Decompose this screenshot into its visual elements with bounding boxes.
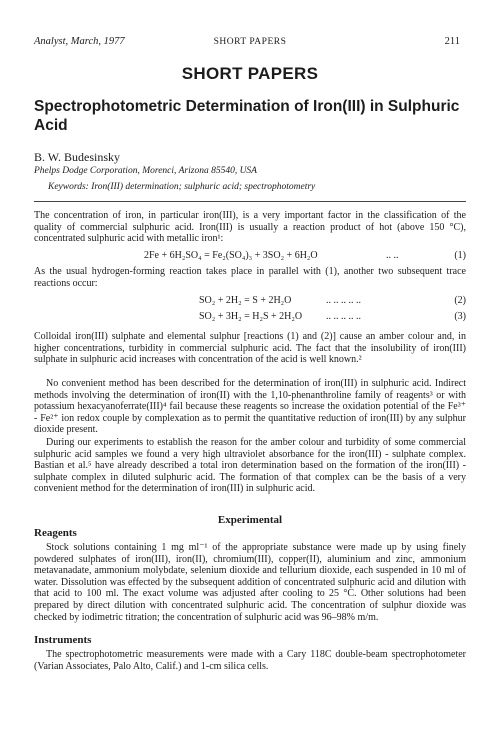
paragraph-intro: The concentration of iron, in particular iron(III), is a very important factor in the classification of the quality of commercial sulphuric acid. Iron(III) is usually a reaction product of hot (above 150 °C), concentrated sulphuric acid with metallic iron¹:	[34, 210, 466, 245]
equation-1-number: (1)	[454, 250, 466, 261]
equation-2	[34, 295, 466, 308]
section-title: SHORT PAPERS	[181, 64, 319, 83]
paragraph-reactions: As the usual hydrogen-forming reaction takes place in parallel with (1), another two subsequent trace reactions occur:	[34, 266, 466, 289]
affiliation: Phelps Dodge Corporation, Morenci, Arizona 85540, USA	[34, 166, 257, 176]
experimental-heading: Experimental	[217, 514, 283, 526]
author: B. W. Budesinsky	[34, 150, 121, 164]
running-head-section: SHORT PAPERS	[213, 37, 287, 47]
keywords-text: Iron(III) determination; sulphuric acid; spectrophotometry	[91, 182, 316, 192]
article-title: Spectrophotometric Determination of Iron(III) in Sulphuric Acid	[34, 98, 460, 134]
equation-1	[34, 250, 466, 263]
divider-rule	[34, 201, 466, 202]
equation-3-number: (3)	[454, 311, 466, 322]
page-number: 211	[444, 36, 460, 47]
paragraph-experiments: During our experiments to establish the reason for the amber colour and turbidity of some commercial sulphuric acid samples we found a very high ultraviolet absorbance for the iron(III) - sulphate complex. Bastian et al.⁵ have already described a total iron determination based on the formation of the iron(III) - sulphate complex in diluted sulphuric acid. The formation of that complex can be the basis of a very convenient method for the determination of iron(III) in sulphuric acid.	[34, 437, 466, 495]
equation-3	[34, 311, 466, 324]
equation-2-number: (2)	[454, 295, 466, 306]
equation-1-leader: .. ..	[386, 250, 399, 261]
equation-2-text: SO₂ + 2H₂ = S + 2H₂O	[199, 295, 292, 306]
keywords-line	[48, 182, 315, 192]
reagents-heading: Reagents	[34, 527, 77, 539]
instruments-heading: Instruments	[34, 634, 92, 646]
running-head-journal: Analyst, March, 1977	[34, 36, 125, 47]
equation-2-leader: .. .. .. .. ..	[326, 295, 361, 306]
keywords-label: Keywords:	[48, 182, 89, 192]
instruments-paragraph: The spectrophotometric measurements were made with a Cary 118C double-beam spectrophotometer (Varian Associates, Palo Alto, Calif.) and 1-cm silica cells.	[34, 649, 466, 672]
equation-3-text: SO₂ + 3H₂ = H₂S + 2H₂O	[199, 311, 303, 322]
paragraph-colloidal: Colloidal iron(III) sulphate and elemental sulphur [reactions (1) and (2)] cause an amber colour and, in higher concentrations, turbidity in commercial sulphuric acid. The fact that the insolubility of iron(III) sulphate in sulphuric acid increases with concentration of the acid is well known.²	[34, 331, 466, 366]
reagents-paragraph: Stock solutions containing 1 mg ml⁻¹ of the appropriate substance were made up by using finely powdered sulphates of iron(III), iron(II), chromium(III), copper(II), aluminium and zinc, ammonium metavanadate, ammonium molybdate, selenium dioxide and tellurium dioxide, each suspended in 10 ml of water. Dissolution was effected by the subsequent addition of concentrated sulphuric acid and dilution with that acid to 100 ml. The exact volume was adjusted after cooling to 25 °C. Other solutions had been prepared by direct dilution with concentrated sulphuric acid. The concentration of sulphur dioxide was checked by iodimetric titration; the concentration of sulphuric acid was 96–98% m/m.	[34, 542, 466, 623]
paragraph-methods: No convenient method has been described for the determination of iron(III) in sulphuric acid. Indirect methods involving the determination of iron(II) with the 1,10-phenanthroline family of reagents³ or with potassium hexacyanoferrate(III)⁴ fail because these reagents so increase the oxidation potential of the Fe³⁺ - Fe²⁺ ion redox couple by complexation as to permit the quantitative reduction of iron(III) by any sulphur dioxide present.	[34, 378, 466, 436]
equation-1-text: 2Fe + 6H₂SO₄ = Fe₂(SO₄)₃ + 3SO₂ + 6H₂O	[144, 250, 318, 261]
equation-3-leader: .. .. .. .. ..	[326, 311, 361, 322]
